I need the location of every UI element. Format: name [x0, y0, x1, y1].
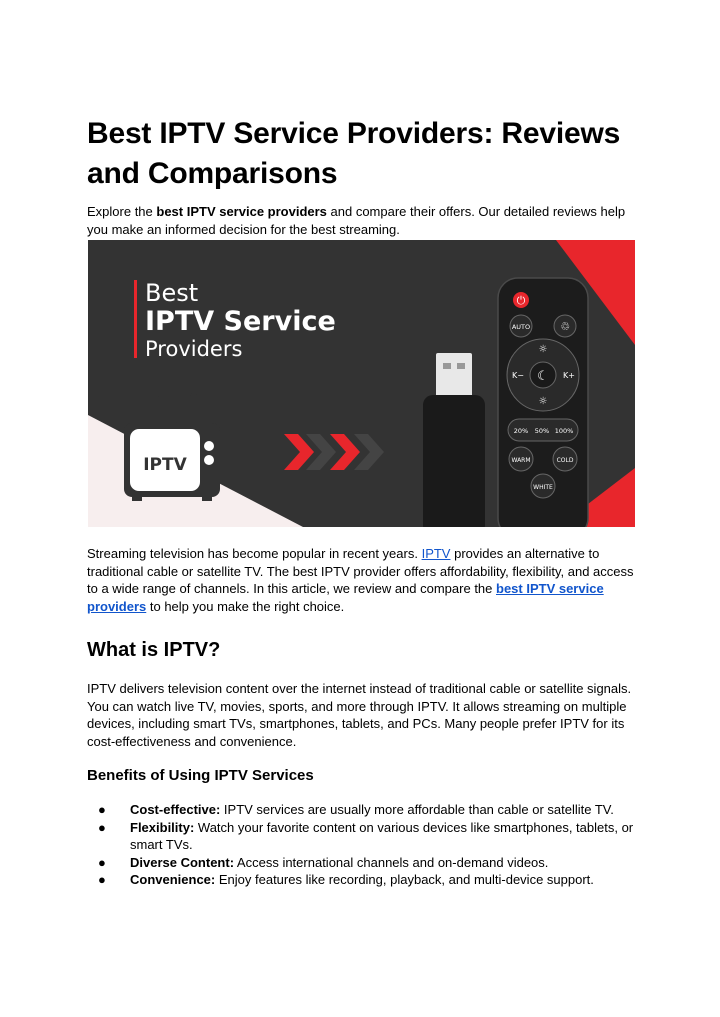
benefit-text: Enjoy features like recording, playback, and multi-device support.: [215, 872, 594, 887]
bullet-icon: ●: [98, 802, 106, 817]
para1-text-3: to help you make the right choice.: [146, 598, 345, 614]
svg-text:☼: ☼: [538, 396, 548, 407]
iptv-banner-image: [88, 240, 635, 527]
list-item: [87, 801, 635, 819]
intro-text-end: and compare their offers. Our detailed reviews help you make an informed decision for the best streaming.: [87, 204, 626, 237]
para1-text-1: Streaming television has become popular in recent years.: [87, 546, 422, 561]
svg-text:⏻: ⏻: [516, 294, 526, 307]
benefit-label: Diverse Content:: [130, 854, 235, 870]
svg-text:☼: ☼: [538, 344, 548, 355]
remote-50-label: 50%: [534, 427, 550, 435]
section-heading-what-is-iptv: What is IPTV?: [87, 639, 221, 661]
benefit-text: Watch your favorite content on various devices like smartphones, tablets, or smart TVs.: [130, 819, 634, 852]
banner-title-line1: Best: [145, 279, 199, 307]
bullet-icon: ●: [98, 819, 106, 835]
what-is-iptv-paragraph: IPTV delivers television content over the internet instead of traditional cable or satellite signals. You can watch live TV, movies, sports, and more through IPTV. It allows streaming on multiple devices, including smart TVs, smartphones, tablets, and PCs. Many people prefer IPTV for its cost-effectiveness and convenience.: [87, 681, 632, 749]
benefits-list: [87, 801, 635, 889]
banner-graphic: [88, 240, 635, 527]
benefit-label: Cost-effective:: [130, 802, 221, 817]
svg-text:♲: ♲: [560, 320, 570, 333]
benefit-text: Access international channels and on-demand videos.: [234, 854, 549, 870]
remote-control-icon: [498, 278, 588, 527]
list-item: [87, 854, 635, 872]
remote-cold-label: COLD: [556, 457, 574, 464]
remote-k-minus-label: K−: [512, 371, 524, 380]
intro-paragraph: [87, 203, 635, 238]
intro-bold-text: best IPTV service providers: [156, 204, 327, 219]
svg-text:☾: ☾: [537, 369, 549, 384]
bullet-icon: ●: [98, 872, 106, 887]
remote-warm-label: WARM: [511, 457, 531, 464]
para1-text-2: provides an alternative to traditional cable or satellite TV. The best IPTV provider offers affordability, flexibility, and access to a wide range of channels. In this article, we review and compare the: [87, 546, 634, 596]
best-iptv-providers-link[interactable]: best IPTV service providers: [87, 581, 604, 614]
banner-title-line3: Providers: [145, 337, 243, 361]
list-item: [87, 871, 635, 889]
benefits-heading: Benefits of Using IPTV Services: [87, 767, 314, 784]
page-title: Best IPTV Service Providers: Reviews and Comparisons: [87, 117, 621, 190]
remote-auto-label: AUTO: [511, 323, 531, 331]
remote-20-label: 20%: [513, 427, 529, 435]
benefit-text: IPTV services are usually more affordable than cable or satellite TV.: [220, 802, 614, 817]
list-item: [87, 819, 635, 854]
remote-white-label: WHITE: [533, 484, 553, 491]
benefit-label: Convenience:: [130, 872, 216, 887]
remote-k-plus-label: K+: [563, 371, 575, 380]
title-accent-bar: [134, 280, 137, 358]
remote-100-label: 100%: [554, 427, 574, 435]
benefit-label: Flexibility:: [130, 819, 195, 835]
bullet-icon: ●: [98, 854, 106, 870]
streaming-paragraph: [87, 545, 635, 615]
banner-title-line2: IPTV Service: [145, 306, 336, 337]
tv-label: IPTV: [143, 455, 187, 475]
intro-text-start: Explore the: [87, 204, 157, 219]
iptv-link[interactable]: IPTV: [421, 546, 451, 561]
